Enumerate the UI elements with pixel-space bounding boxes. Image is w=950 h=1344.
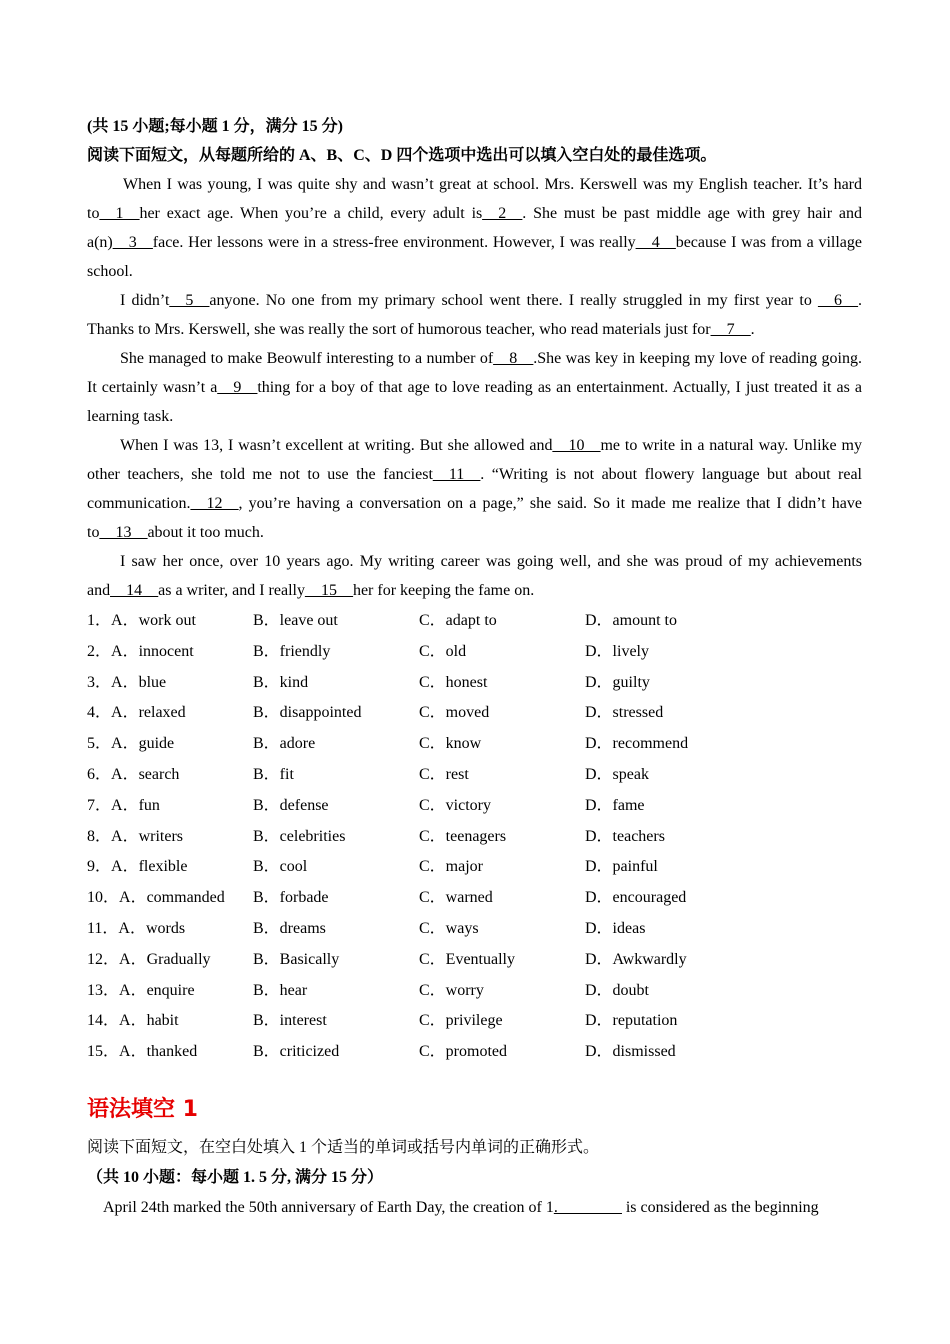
option-d[interactable]	[585, 945, 735, 976]
blank-15: __15__	[304, 582, 353, 599]
option-d[interactable]	[585, 1037, 735, 1068]
blank-4: __4__	[635, 234, 676, 251]
option-b[interactable]	[253, 822, 419, 853]
option-row	[87, 1006, 862, 1037]
option-d[interactable]	[585, 791, 735, 822]
option-b[interactable]	[253, 729, 419, 760]
option-text: C．major	[419, 858, 483, 876]
option-c[interactable]	[419, 883, 585, 914]
question-number: 11．	[87, 919, 119, 937]
question-number: 2．	[87, 642, 112, 660]
option-c[interactable]	[419, 1006, 585, 1037]
option-b[interactable]	[253, 852, 419, 883]
option-row	[87, 729, 862, 760]
question-number: 5．	[87, 735, 112, 753]
option-d[interactable]	[585, 914, 735, 945]
option-text: C．worry	[419, 981, 484, 999]
question-number: 6．	[87, 765, 112, 783]
option-d[interactable]	[585, 976, 735, 1007]
option-text: B．defense	[253, 796, 329, 814]
question-number: 13．	[87, 981, 120, 999]
option-a[interactable]	[87, 945, 253, 976]
option-b[interactable]	[253, 976, 419, 1007]
option-text: A．fun	[111, 796, 160, 814]
option-text: B．leave out	[253, 612, 338, 629]
option-text: B．interest	[253, 1012, 327, 1030]
blank-6: __6__	[818, 292, 858, 309]
option-c[interactable]	[419, 945, 585, 976]
option-a[interactable]	[87, 698, 253, 729]
option-b[interactable]	[253, 698, 419, 729]
option-row	[87, 606, 862, 637]
option-c[interactable]	[419, 914, 585, 945]
question-number: 12．	[87, 950, 120, 968]
option-row	[87, 883, 862, 914]
option-row	[87, 852, 862, 883]
question-number: 4．	[87, 704, 112, 722]
option-text: D．ideas	[585, 919, 646, 937]
option-row	[87, 791, 862, 822]
option-c[interactable]	[419, 822, 585, 853]
option-text: A．search	[111, 765, 180, 783]
passage-paragraph-3: She managed to make Beowulf interesting to a number of__8__.She was key in keeping my love of reading going. It certainly wasn’t a__9__thing for a boy of that age to love reading as an entertainment. Actually, I just treated it as a learning task.	[87, 350, 862, 425]
option-c[interactable]	[419, 606, 585, 637]
option-a[interactable]	[87, 852, 253, 883]
passage-paragraph-4: When I was 13, I wasn’t excellent at writing. But she allowed and__10__me to write in a natural way. Unlike my other teachers, she told me not to use the fanciest__11__. “Writing is not about flowery language but about real communication.__12__, you’re having a conversation on a page,” she said. So it made me realize that I didn’t have to__13__about it too much.	[87, 437, 862, 541]
option-b[interactable]	[253, 637, 419, 668]
option-d[interactable]	[585, 698, 735, 729]
option-text: B．kind	[253, 673, 309, 691]
option-d[interactable]	[585, 852, 735, 883]
option-text: A．writers	[111, 827, 184, 845]
question-number: 3．	[87, 673, 112, 691]
option-b[interactable]	[253, 1006, 419, 1037]
option-row	[87, 914, 862, 945]
question-number: 14．	[87, 1012, 120, 1030]
question-number: 8．	[87, 827, 112, 845]
option-text: A．habit	[119, 1012, 179, 1030]
option-text: B．celebrities	[253, 827, 346, 845]
option-text: D．painful	[585, 858, 658, 876]
option-b[interactable]	[253, 883, 419, 914]
blank-5: __5__	[169, 292, 210, 309]
option-c[interactable]	[419, 791, 585, 822]
blank-11: __11__	[432, 466, 481, 483]
option-text: D．dismissed	[585, 1043, 676, 1061]
question-number: 15．	[87, 1043, 120, 1061]
option-text: B．forbade	[253, 889, 329, 907]
blank-1: __1__	[99, 205, 140, 222]
option-text: B．hear	[253, 981, 308, 999]
option-text: D．teachers	[585, 827, 665, 845]
option-text: C．old	[419, 642, 467, 660]
grammar-instruction: 阅读下面短文，在空白处填入 1 个适当的单词或括号内单词的正确形式。	[87, 1138, 600, 1156]
option-text: B．disappointed	[253, 704, 362, 722]
option-text: C．rest	[419, 765, 469, 783]
option-text: C．moved	[419, 704, 490, 722]
option-b[interactable]	[253, 914, 419, 945]
option-text: D．fame	[585, 796, 645, 814]
blank-12: __12__	[190, 495, 239, 512]
question-number: 9．	[87, 858, 112, 876]
option-text: D．stressed	[585, 704, 664, 722]
option-text: A．blue	[111, 673, 167, 691]
option-d[interactable]	[585, 760, 735, 791]
option-a[interactable]	[87, 760, 253, 791]
option-text: A．work out	[111, 612, 196, 629]
question-number: 7．	[87, 796, 112, 814]
option-text: A．guide	[111, 735, 175, 753]
option-b[interactable]	[253, 668, 419, 699]
option-a[interactable]	[87, 976, 253, 1007]
grammar-score-line: （共 10 小题：每小题 1. 5 分, 满分 15 分）	[87, 1168, 384, 1186]
exam-page	[87, 112, 862, 1223]
option-text: C．teenagers	[419, 827, 507, 845]
option-d[interactable]	[585, 637, 735, 668]
option-text: D．recommend	[585, 735, 689, 753]
option-c[interactable]	[419, 637, 585, 668]
blank-9: __9__	[217, 379, 258, 396]
passage-paragraph-5: I saw her once, over 10 years ago. My writing career was going well, and she was proud of my achievements and__14__as a writer, and I really__15__her for keeping the fame on.	[87, 553, 862, 599]
option-a[interactable]	[87, 914, 253, 945]
option-text: B．friendly	[253, 642, 331, 660]
option-text: A．relaxed	[111, 704, 186, 722]
option-text: A．commanded	[119, 889, 225, 907]
blank-14: __14__	[110, 582, 159, 599]
option-b[interactable]	[253, 760, 419, 791]
option-text: A．innocent	[111, 642, 194, 660]
option-row	[87, 976, 862, 1007]
option-a[interactable]	[87, 729, 253, 760]
option-d[interactable]	[585, 668, 735, 699]
option-text: C．Eventually	[419, 950, 515, 968]
option-text: D．amount to	[585, 612, 677, 629]
option-d[interactable]	[585, 822, 735, 853]
option-row	[87, 945, 862, 976]
question-number: 1．	[87, 612, 112, 629]
option-text: C．privilege	[419, 1012, 503, 1030]
option-text: C．victory	[419, 796, 491, 814]
passage-paragraph-2: I didn’t__5__anyone. No one from my primary school went there. I really struggled in my first year to __6__. Thanks to Mrs. Kerswell, she was really the sort of humorous teacher, who read materials just for__7__.	[87, 292, 862, 338]
option-c[interactable]	[419, 668, 585, 699]
option-text: C．ways	[419, 919, 479, 937]
grammar-passage-start: April 24th marked the 50th anniversary of Earth Day, the creation of 1.________ is considered as the beginning	[103, 1198, 819, 1216]
option-a[interactable]	[87, 1037, 253, 1068]
option-d[interactable]	[585, 606, 735, 637]
option-row	[87, 668, 862, 699]
option-c[interactable]	[419, 760, 585, 791]
option-text: A．words	[118, 919, 186, 937]
option-b[interactable]	[253, 1037, 419, 1068]
option-d[interactable]	[585, 883, 735, 914]
blank-2: __2__	[482, 205, 523, 222]
blank-7: __7__	[710, 321, 751, 338]
option-text: D．Awkwardly	[585, 950, 687, 968]
option-text: B．cool	[253, 858, 308, 876]
option-text: B．adore	[253, 735, 316, 753]
option-text: C．promoted	[419, 1043, 507, 1061]
option-c[interactable]	[419, 698, 585, 729]
blank-8: __8__	[493, 350, 534, 367]
option-a[interactable]	[87, 668, 253, 699]
option-row	[87, 698, 862, 729]
option-text: D．speak	[585, 765, 649, 783]
options-list	[87, 606, 862, 1068]
option-text: D．lively	[585, 642, 649, 660]
option-row	[87, 637, 862, 668]
option-text: B．dreams	[253, 919, 326, 937]
reading-instruction: 阅读下面短文，从每题所给的 A、B、C、D 四个选项中选出可以填入空白处的最佳选项。	[87, 147, 717, 164]
option-text: D．encouraged	[585, 889, 687, 907]
option-b[interactable]	[253, 791, 419, 822]
option-text: C．honest	[419, 673, 488, 691]
option-text: A．thanked	[119, 1043, 198, 1061]
option-b[interactable]	[253, 606, 419, 637]
option-text: D．doubt	[585, 981, 650, 999]
option-c[interactable]	[419, 1037, 585, 1068]
grammar-section-title: 语法填空 1	[87, 1096, 198, 1122]
option-d[interactable]	[585, 1006, 735, 1037]
option-text: C．know	[419, 735, 482, 753]
blank-13: __13__	[99, 524, 148, 541]
option-text: D．reputation	[585, 1012, 678, 1030]
option-a[interactable]	[87, 883, 253, 914]
option-a[interactable]	[87, 637, 253, 668]
option-row	[87, 760, 862, 791]
option-a[interactable]	[87, 791, 253, 822]
blank-3: __3__	[112, 234, 153, 251]
option-text: C．adapt to	[419, 612, 497, 629]
passage-paragraph-1: When I was young, I was quite shy and wasn’t great at school. Mrs. Kerswell was my English teacher. It’s hard to__1__her exact age. When you’re a child, every adult is__2__. She must be past middle age with grey hair and a(n)__3__face. Her lessons were in a stress-free environment. However, I was really__4__because I was from a village school.	[87, 176, 863, 280]
score-line: (共 15 小题;每小题 1 分，满分 15 分)	[87, 118, 343, 135]
grammar-blank-1: .________	[553, 1198, 622, 1216]
option-a[interactable]	[87, 822, 253, 853]
option-row	[87, 822, 862, 853]
option-row	[87, 1037, 862, 1068]
option-text: C．warned	[419, 889, 493, 907]
option-text: B．fit	[253, 765, 294, 783]
option-text: B．criticized	[253, 1043, 340, 1061]
blank-10: __10__	[552, 437, 601, 454]
option-b[interactable]	[253, 945, 419, 976]
option-c[interactable]	[419, 976, 585, 1007]
question-number: 10．	[87, 889, 120, 907]
option-c[interactable]	[419, 852, 585, 883]
option-text: A．flexible	[111, 858, 188, 876]
option-text: A．enquire	[119, 981, 195, 999]
option-text: B．Basically	[253, 950, 340, 968]
option-a[interactable]	[87, 606, 253, 637]
option-a[interactable]	[87, 1006, 253, 1037]
option-text: D．guilty	[585, 673, 650, 691]
option-c[interactable]	[419, 729, 585, 760]
option-d[interactable]	[585, 729, 735, 760]
option-text: A．Gradually	[119, 950, 211, 968]
